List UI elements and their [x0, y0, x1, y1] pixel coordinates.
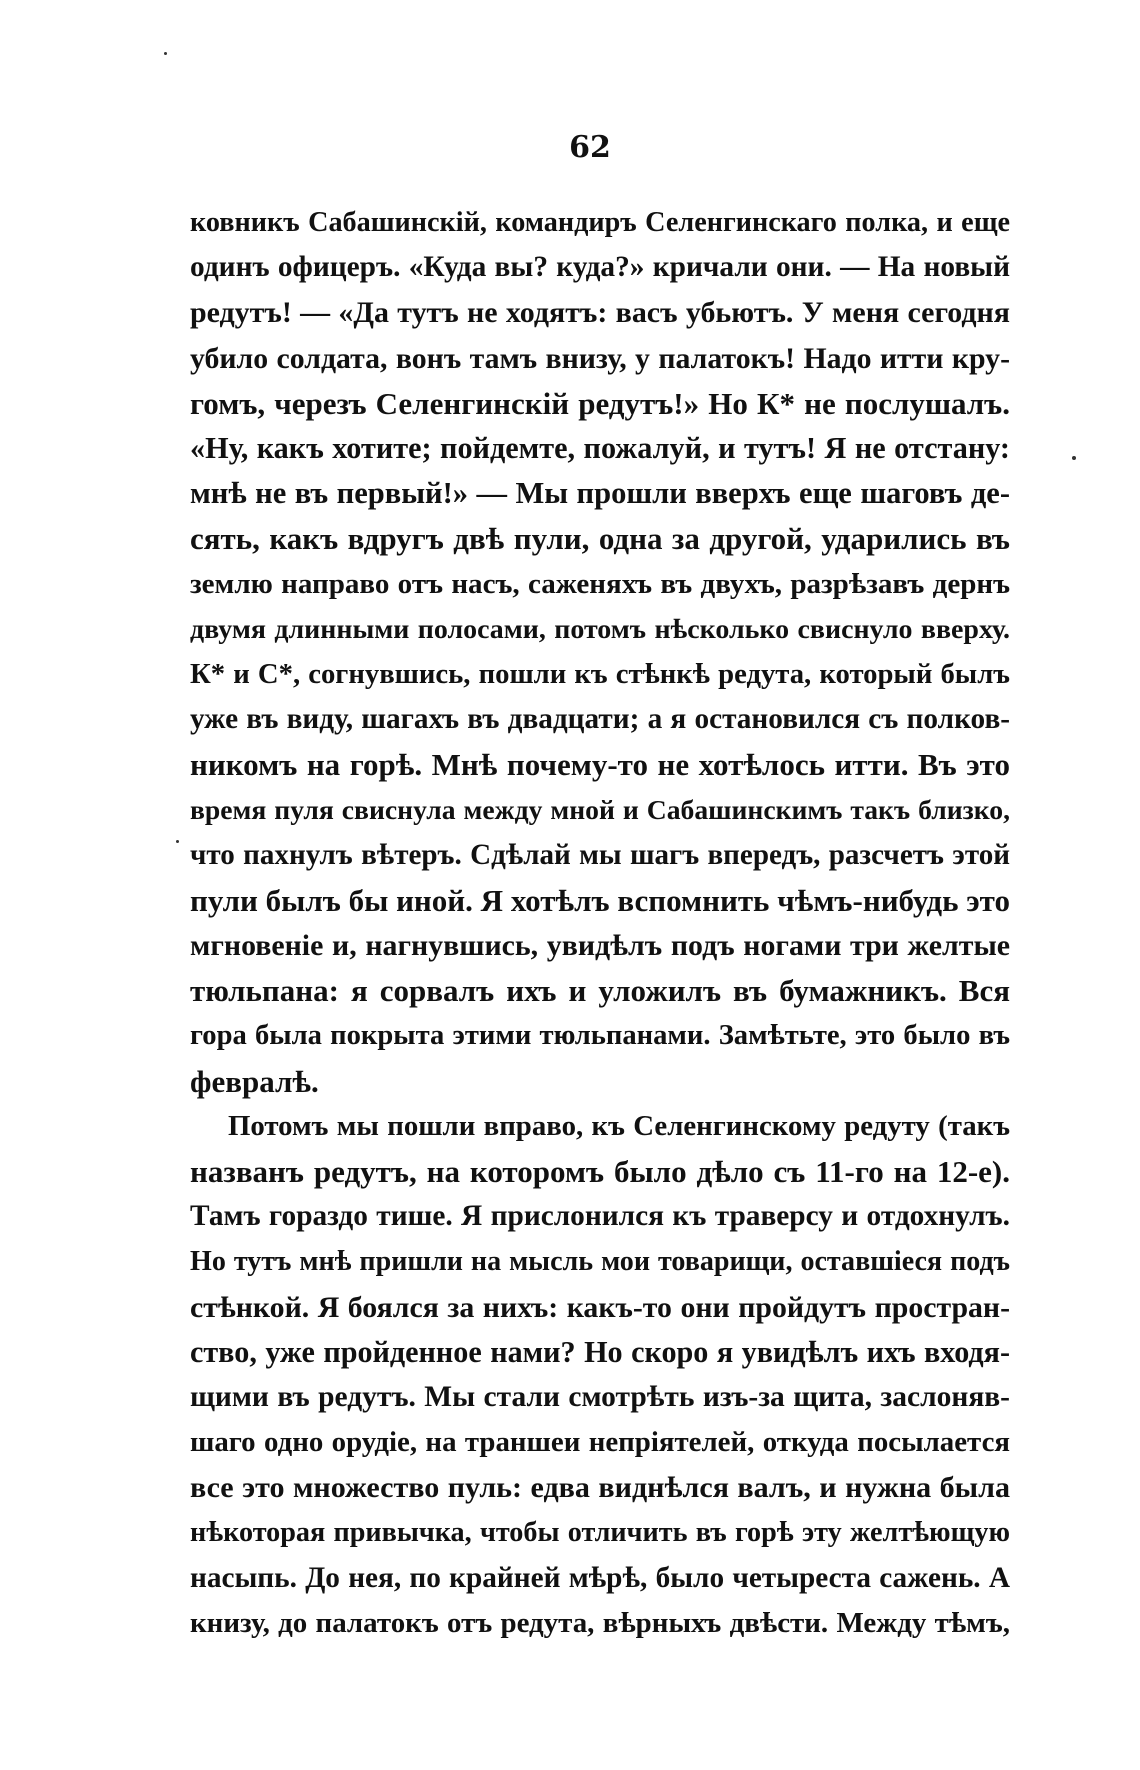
print-speck	[1072, 456, 1076, 460]
text-line: ковникъ Сабашинскій, командиръ Селенгинскаго полка, и еще	[190, 207, 1010, 238]
text-line: ство, уже пройденное нами? Но скоро я увидѣлъ ихъ входя-	[190, 1334, 1010, 1369]
text-line: нѣкоторая привычка, чтобы отличить въ горѣ эту желтѣющую	[190, 1517, 1010, 1549]
text-line: тюльпана: я сорвалъ ихъ и уложилъ въ бумажникъ. Вся	[190, 973, 1010, 1009]
text-line: стѣнкой. Я боялся за нихъ: какъ-то они пройдутъ простран-	[190, 1290, 1010, 1324]
text-line: уже въ виду, шагахъ въ двадцати; а я остановился съ полков-	[190, 703, 1010, 736]
text-line: Тамъ гораздо тише. Я прислонился къ траверсу и отдохнулъ.	[190, 1200, 1010, 1233]
text-line: что пахнулъ вѣтеръ. Сдѣлай мы шагъ впередъ, разсчетъ этой	[190, 838, 1010, 871]
paragraph-start-line: Потомъ мы пошли вправо, къ Селенгинскому редуту (такъ	[228, 1109, 1010, 1142]
page-number: 62	[569, 130, 611, 165]
text-line: редутъ! — «Да тутъ не ходятъ: васъ убьютъ. У меня сегодня	[190, 296, 1010, 330]
text-line: щими въ редутъ. Мы стали смотрѣть изъ-за щита, заслоняв-	[190, 1380, 1010, 1413]
text-line: книзу, до палатокъ отъ редута, вѣрныхъ двѣсти. Между тѣмъ,	[190, 1606, 1010, 1639]
text-line: пули былъ бы иной. Я хотѣлъ вспомнить чѣмъ-нибудь это	[190, 882, 1010, 918]
text-line: землю направо отъ насъ, саженяхъ въ двухъ, разрѣзавъ дернъ	[190, 567, 1010, 600]
print-speck	[176, 840, 179, 843]
text-line: двумя длинными полосами, потомъ нѣсколько свиснуло вверху.	[190, 613, 1010, 645]
text-line: мнѣ не въ первый!» — Мы прошли вверхъ еще шаговъ де-	[190, 476, 1010, 511]
text-line: мгновеніе и, нагнувшись, увидѣлъ подъ ногами три желтые	[190, 929, 1010, 962]
text-line: К* и С*, согнувшись, пошли къ стѣнкѣ редута, который былъ	[190, 657, 1010, 690]
text-line: шаго одно орудіе, на траншеи непріятелей, откуда посылается	[190, 1426, 1010, 1459]
text-line: Но тутъ мнѣ пришли на мысль мои товарищи, оставшіеся подъ	[190, 1246, 1010, 1278]
text-line: время пуля свиснула между мной и Сабашинскимъ такъ близко,	[190, 794, 1010, 826]
text-line: «Ну, какъ хотите; пойдемте, пожалуй, и тутъ! Я не отстану:	[190, 430, 1010, 465]
print-speck	[164, 52, 167, 55]
paragraph-end-line: февралѣ.	[190, 1063, 319, 1099]
text-line: гомъ, черезъ Селенгинскій редутъ!» Но К* не послушалъ.	[190, 385, 1010, 421]
text-line: все это множество пуль: едва виднѣлся валъ, и нужна была	[190, 1470, 1010, 1505]
text-line: сять, какъ вдругъ двѣ пули, одна за другой, ударились въ	[190, 521, 1010, 557]
text-line: гора была покрыта этими тюльпанами. Замѣтьте, это было въ	[190, 1020, 1010, 1052]
text-line: убило солдата, вонъ тамъ внизу, у палатокъ! Надо итти кру-	[190, 341, 1010, 375]
body-text	[190, 200, 1010, 1646]
text-line: никомъ на горѣ. Мнѣ почему-то не хотѣлось итти. Въ это	[190, 747, 1010, 783]
text-line: одинъ офицеръ. «Куда вы? куда?» кричали они. — На новый	[190, 251, 1010, 284]
text-line: названъ редутъ, на которомъ было дѣло съ 11-го на 12-е).	[190, 1153, 1010, 1189]
text-line: насыпь. До нея, по крайней мѣрѣ, было четыреста сажень. А	[190, 1561, 1010, 1594]
